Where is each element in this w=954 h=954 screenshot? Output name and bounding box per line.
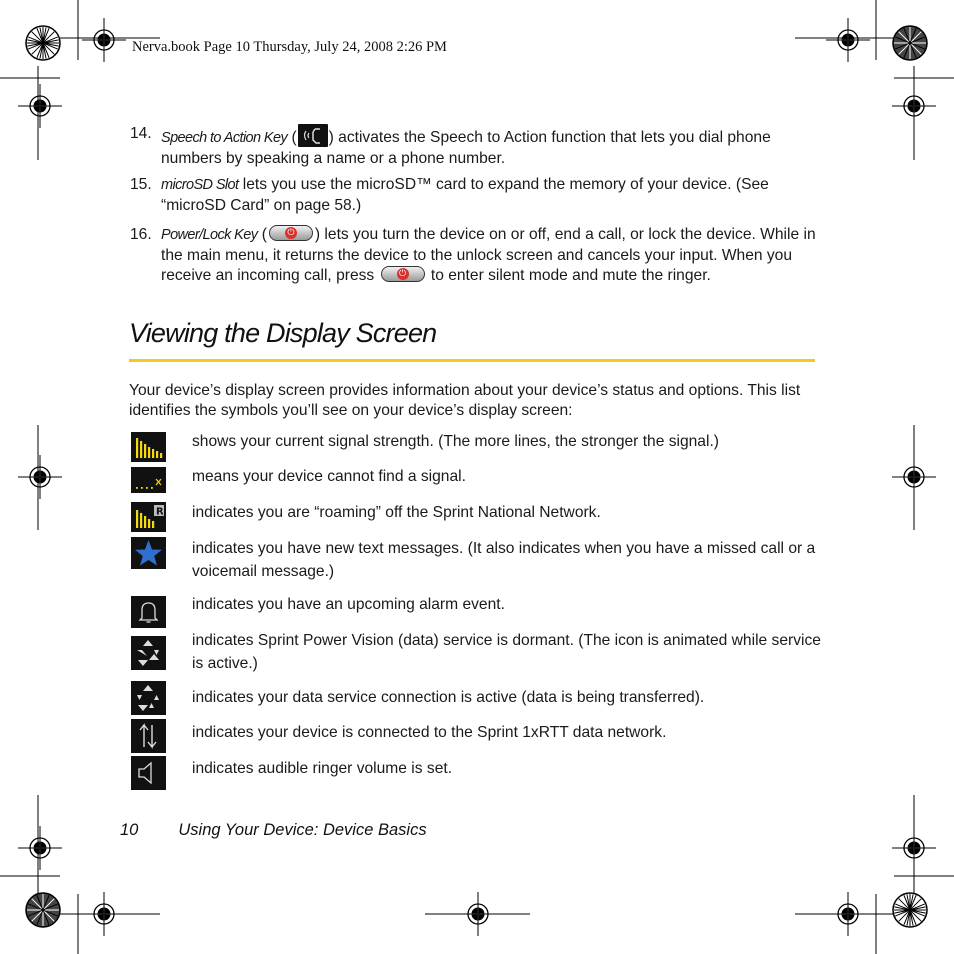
power-key-icon: ⏻ <box>381 266 425 282</box>
paren-open: ( <box>287 129 297 146</box>
symbol-description: indicates you have new text messages. (It also indicates when you have a missed call or a voicemail message.) <box>192 540 816 580</box>
symbol-description: indicates you are “roaming” off the Sprint National Network. <box>192 504 601 521</box>
alarm-bell-icon <box>131 596 166 628</box>
section-title: Viewing the Display Screen <box>129 318 437 348</box>
symbol-description: shows your current signal strength. (The more lines, the stronger the signal.) <box>192 433 719 450</box>
symbol-description: indicates audible ringer volume is set. <box>192 760 453 777</box>
symbol-description: means your device cannot find a signal. <box>192 468 466 485</box>
item-term: Power/Lock Key <box>161 227 258 243</box>
paren-open: ( <box>257 226 267 243</box>
symbol-description: indicates you have an upcoming alarm event. <box>192 596 505 613</box>
page-footer <box>120 821 427 840</box>
list-item-speech-key <box>130 124 820 166</box>
item-number: 15. <box>130 176 152 193</box>
power-vision-dormant-icon <box>131 636 166 670</box>
footer-title: Using Your Device: Device Basics <box>178 821 427 839</box>
item-description: ) activates the Speech to Action function that lets you dial phone numbers by speaking a name or a phone number. <box>161 129 771 167</box>
signal-strength-icon <box>131 432 166 462</box>
section-intro: Your device’s display screen provides information about your device’s status and options. This list identifies the symbols you’ll see on your device’s display screen: <box>129 382 801 419</box>
svg-text:R: R <box>156 506 164 518</box>
item-number: 16. <box>130 226 152 243</box>
list-item-power-lock-key <box>130 225 820 307</box>
section-rule <box>129 359 815 362</box>
symbol-description: indicates Sprint Power Vision (data) service is dormant. (The icon is animated while service is active.) <box>192 632 821 672</box>
symbol-description: indicates your device is connected to the Sprint 1xRTT data network. <box>192 724 667 741</box>
item-description: lets you use the microSD™ card to expand the memory of your device. (See “microSD Card” on page 58.) <box>161 176 769 214</box>
speech-key-icon <box>298 124 328 147</box>
power-key-icon: ⏻ <box>269 225 313 241</box>
item-term: Speech to Action Key <box>161 130 288 146</box>
print-header: Nerva.book Page 10 Thursday, July 24, 2008 2:26 PM <box>132 39 447 55</box>
symbol-description: indicates your data service connection is active (data is being transferred). <box>192 689 705 706</box>
1xrtt-data-icon <box>131 719 166 753</box>
item-description: ) lets you turn the device on or off, end a call, or lock the device. While in the main menu, it returns the device to the unlock screen and cancels your input. When you receive an incoming call, press <box>161 226 816 284</box>
item-term: microSD Slot <box>161 177 239 193</box>
no-signal-icon <box>131 467 166 493</box>
new-message-star-icon <box>131 537 166 569</box>
roaming-icon <box>131 502 166 532</box>
data-active-icon <box>131 681 166 715</box>
page-number: 10 <box>120 821 139 839</box>
item-number: 14. <box>130 125 152 142</box>
list-item-microsd-slot <box>130 175 820 217</box>
item-description-end: to enter silent mode and mute the ringer. <box>426 266 711 284</box>
ringer-volume-icon <box>131 756 166 790</box>
